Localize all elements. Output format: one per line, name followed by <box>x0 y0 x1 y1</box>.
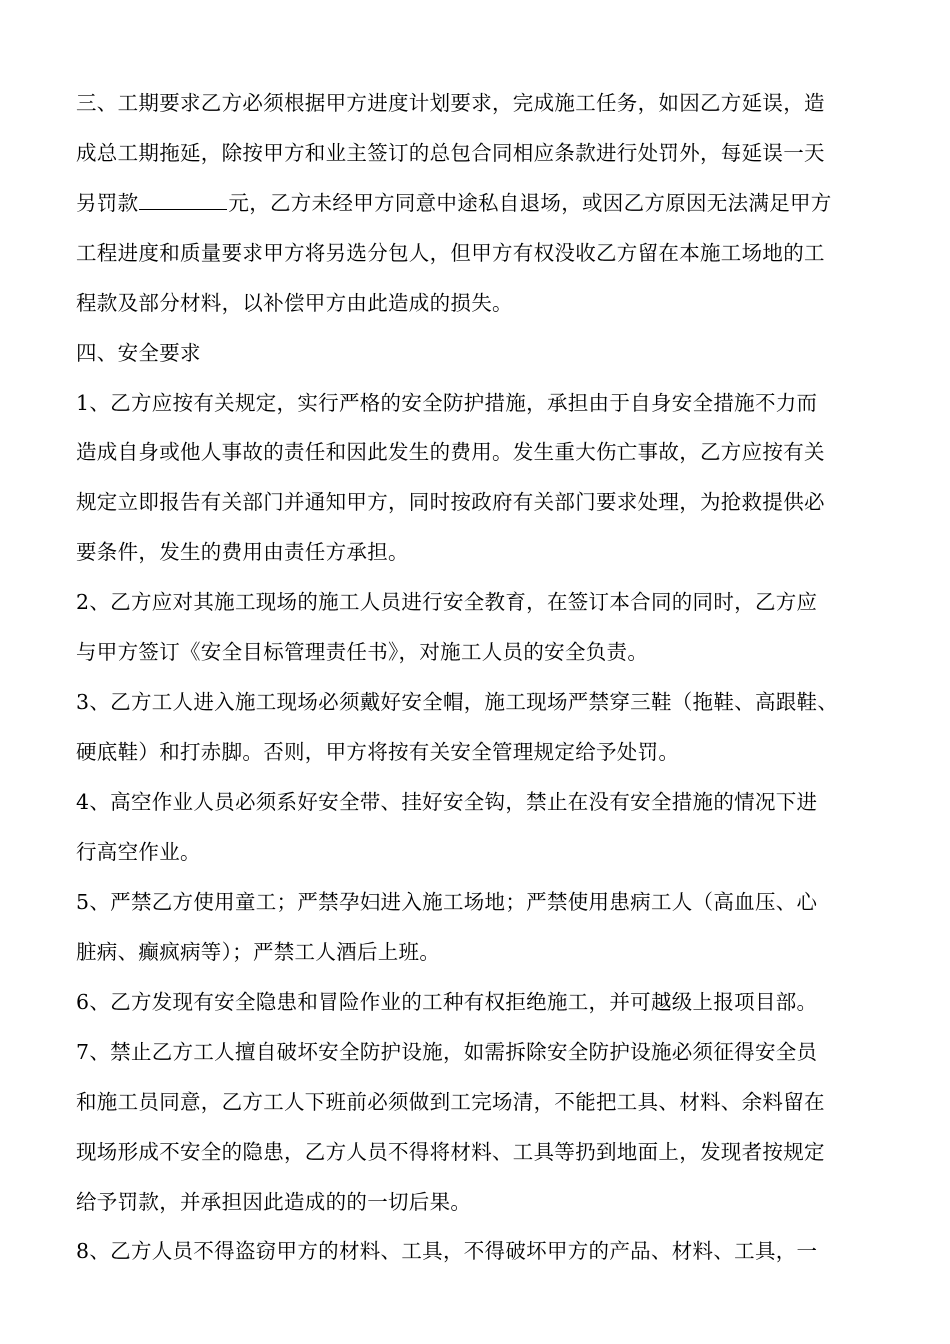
text-line: 造成自身或他人事故的责任和因此发生的费用。发生重大伤亡事故，乙方应按有关 <box>76 440 825 464</box>
text-line: 硬底鞋）和打赤脚。否则，甲方将按有关安全管理规定给予处罚。 <box>76 740 680 764</box>
text-line: 5、严禁乙方使用童工；严禁孕妇进入施工场地；严禁使用患病工人（高血压、心 <box>76 890 818 914</box>
text-line: 给予罚款，并承担因此造成的的一切后果。 <box>76 1190 472 1214</box>
text-line: 成总工期拖延，除按甲方和业主签订的总包合同相应条款进行处罚外，每延误一天 <box>76 141 825 165</box>
text-line: 8、乙方人员不得盗窃甲方的材料、工具，不得破坏甲方的产品、材料、工具，一 <box>76 1239 818 1263</box>
text-line: 三、工期要求乙方必须根据甲方进度计划要求，完成施工任务，如因乙方延误，造 <box>76 91 825 115</box>
text-segment: 另罚款 <box>76 191 139 215</box>
text-line: 6、乙方发现有安全隐患和冒险作业的工种有权拒绝施工，并可越级上报项目部。 <box>76 990 818 1014</box>
text-line: 3、乙方工人进入施工现场必须戴好安全帽，施工现场严禁穿三鞋（拖鞋、高跟鞋、 <box>76 690 839 714</box>
text-line: 脏病、癫疯病等）；严禁工人酒后上班。 <box>76 940 441 964</box>
text-line: 行高空作业。 <box>76 840 201 864</box>
text-segment: 元，乙方未经甲方同意中途私自退场，或因乙方原因无法满足甲方 <box>228 191 832 215</box>
text-line-with-blank <box>76 189 886 217</box>
text-line: 工程进度和质量要求甲方将另选分包人，但甲方有权没收乙方留在本施工场地的工 <box>76 241 825 265</box>
text-line: 1、乙方应按有关规定，实行严格的安全防护措施，承担由于自身安全措施不力而 <box>76 391 818 415</box>
section-heading: 四、安全要求 <box>76 341 201 365</box>
text-line: 4、高空作业人员必须系好安全带、挂好安全钩，禁止在没有安全措施的情况下进 <box>76 790 818 814</box>
text-line: 和施工员同意，乙方工人下班前必须做到工完场清，不能把工具、材料、余料留在 <box>76 1090 825 1114</box>
fill-in-blank <box>139 191 227 210</box>
text-line: 2、乙方应对其施工现场的施工人员进行安全教育，在签订本合同的同时，乙方应 <box>76 590 818 614</box>
text-line: 规定立即报告有关部门并通知甲方，同时按政府有关部门要求处理，为抢救提供必 <box>76 490 825 514</box>
text-line: 现场形成不安全的隐患，乙方人员不得将材料、工具等扔到地面上，发现者按规定 <box>76 1140 825 1164</box>
text-line: 7、禁止乙方工人擅自破坏安全防护设施，如需拆除安全防护设施必须征得安全员 <box>76 1040 818 1064</box>
text-line: 程款及部分材料，以补偿甲方由此造成的损失。 <box>76 291 513 315</box>
text-line: 要条件，发生的费用由责任方承担。 <box>76 540 409 564</box>
text-line: 与甲方签订《安全目标管理责任书》，对施工人员的安全负责。 <box>76 640 649 664</box>
